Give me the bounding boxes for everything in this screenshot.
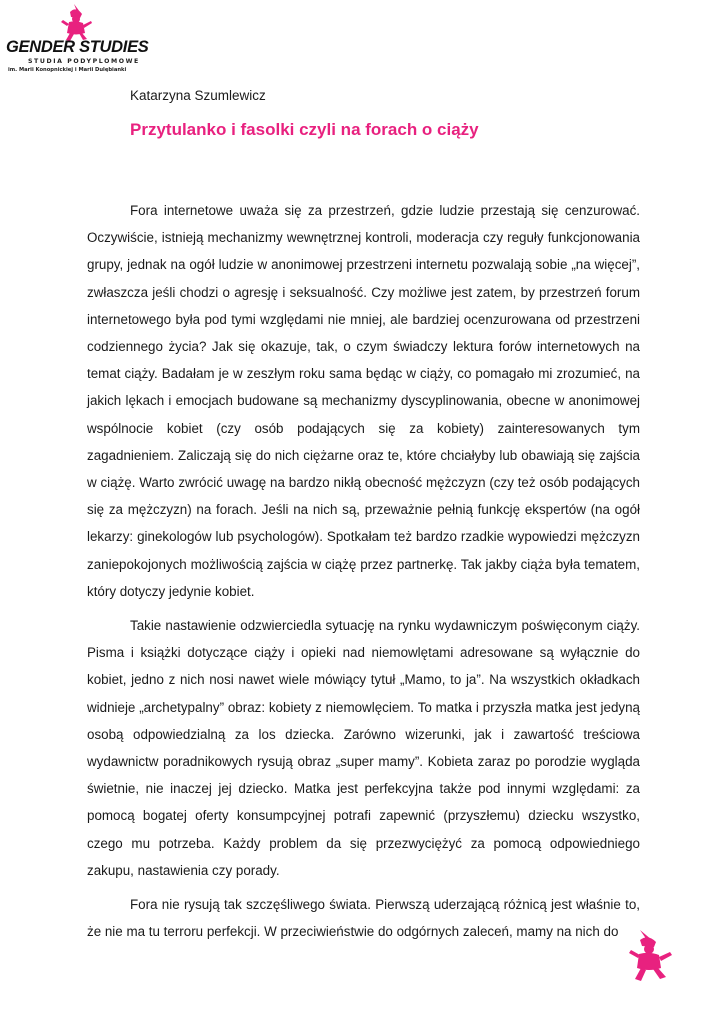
paragraph-1: Fora internetowe uważa się za przestrzeń, gdzie ludzie przestają się cenzurować. Oczywiście, istnieją mechanizmy wewnętrznej kontroli, moderacja czy reguły funkcjonowania grupy, jednak na ogół ludzie w anonimowej przestrzeni internetu pozwalają sobie „na więcej”, zwłaszcza jeśli chodzi o agresję i seksualność. Czy możliwe jest zatem, by przestrzeń forum internetowego była pod tymi względami nie mniej, ale bardziej ocenzurowana od przestrzeni codziennego życia? Jak się okazuje, tak, o czym świadczy lektura forów internetowych na temat ciąży. Badałam je w zeszłym roku sama będąc w ciąży, co pomagało mi zrozumieć, na jakich lękach i emocjach budowane są mechanizmy dyscyplinowania, obecne w anonimowej wspólnocie kobiet (czy osób podających się za kobiety) zainteresowanych tym zagadnieniem. Zaliczają się do nich ciężarne oraz te, które chciałyby lub obawiają się zajścia w ciążę. Warto zwrócić uwagę na bardzo nikłą obecność mężczyzn (czy też osób podających się za mężczyzn) na forach. Jeśli na nich są, przeważnie pełnią funkcję ekspertów (na ogół lekarzy: ginekologów lub psychologów). Spotkałam też bardzo rzadkie wypowiedzi mężczyzn zaniepokojonych możliwością zajścia w ciążę przez partnerkę. Tak jakby ciąża była tematem, który dotyczy jedynie kobiet.: [87, 203, 640, 599]
author-name: Katarzyna Szumlewicz: [130, 88, 266, 103]
gnome-figure-footer-icon: [626, 928, 674, 984]
logo-subtitle: STUDIA PODYPLOMOWE: [28, 58, 140, 65]
gnome-figure-icon: [56, 2, 96, 42]
logo-subtitle-names: im. Marii Konopnickiej i Marii Dulębianki: [8, 67, 127, 73]
article-body: [87, 197, 640, 952]
paragraph-3: Fora nie rysują tak szczęśliwego świata. Pierwszą uderzającą różnicą jest właśnie to, że nie ma tu terroru perfekcji. W przeciwieństwie do odgórnych zaleceń, mamy na nich do: [87, 897, 640, 940]
paragraph-2: Takie nastawienie odzwierciedla sytuację na rynku wydawniczym poświęconym ciąży. Pisma i książki dotyczące ciąży i opieki nad niemowlętami adresowane są wyłącznie do kobiet, jedno z nich nosi nawet wiele mówiący tytuł „Mamo, to ja”. Na wszystkich okładkach widnieje „archetypalny” obraz: kobiety z niemowlęciem. To matka i przyszła matka jest jedyną osobą odpowiedzialną za los dziecka. Zarówno wizerunki, jak i zawartość treściowa wydawnictw poradnikowych rysują obraz „super mamy”. Kobieta zaraz po porodzie wygląda świetnie, nie inaczej jej dziecko. Matka jest perfekcyjna także pod innymi względami: za pomocą bogatej oferty konsumpcyjnej potrafi zapewnić (przyszłemu) dziecku wszystko, czego mu potrzeba. Każdy problem da się przezwyciężyć za pomocą odpowiedniego zakupu, nastawienia czy porady.: [87, 618, 640, 878]
logo-title: GENDER STUDIES: [6, 38, 149, 56]
gender-studies-logo: [6, 2, 149, 84]
article-title: Przytulanko i fasolki czyli na forach o ciąży: [130, 120, 479, 139]
